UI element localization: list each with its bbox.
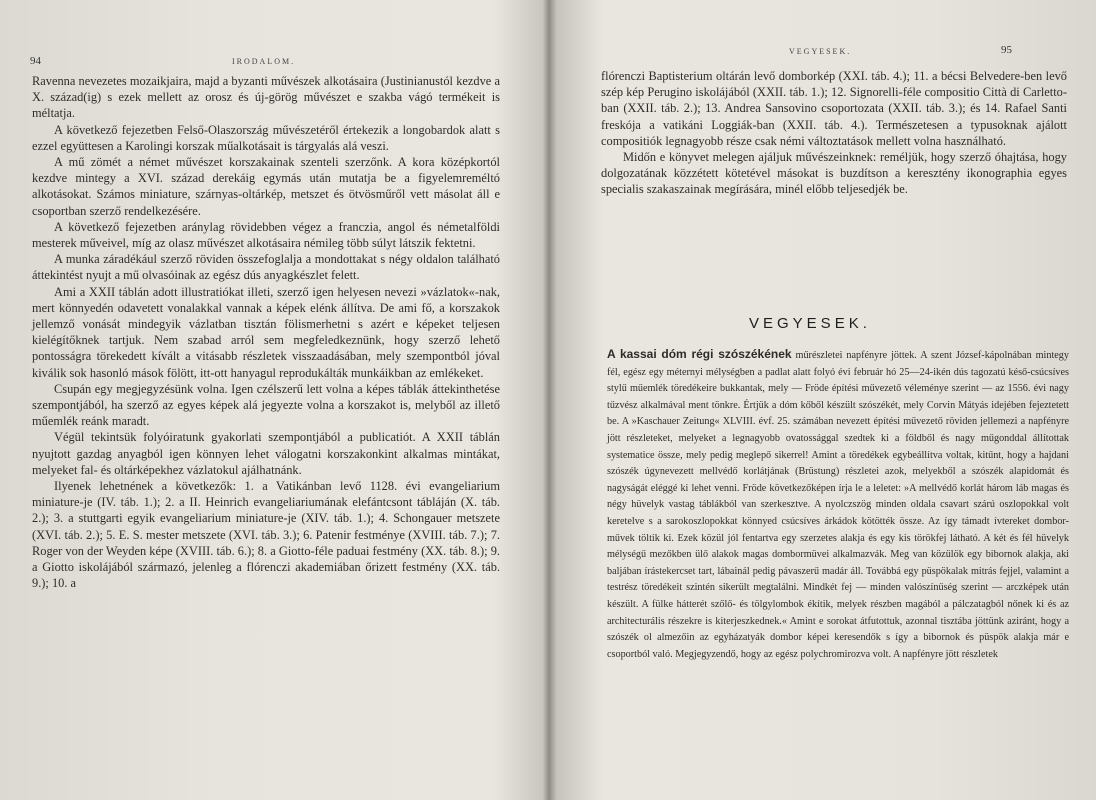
paragraph: Midőn e könyvet melegen ajáljuk művészeinknek: reméljük, hogy szerző óhajtása, hogy dolgozatának közzétett kötetével másokat is buzdítson a keresztény ikonographia egyes specialis szakaszainak megírására, minél előbb teljesedjék be. bbox=[601, 150, 1067, 197]
paragraph: A mű zömét a német művészet korszakainak szenteli szerzőnk. A kora középkortól kezdve mintegy a XVI. század derekáig egymás után mutatja be a figyelemreméltó alkotásokat. Számos miniature, szárnyas-oltárkép, metszet és ötvösműről vett másolat áll e csoportban szerző rendelkezésére. bbox=[32, 155, 500, 218]
right-page bbox=[549, 0, 1096, 800]
section-title: VEGYESEK. bbox=[749, 315, 871, 332]
paragraph: Végül tekintsük folyóiratunk gyakorlati szempontjából a publicatiót. A XXII táblán nyujtott gazdag anyagból igen könnyen lehet válogatni korszakonkint alkalmas mintákat, melyeket fal- és oltárképekhez vázlatokul ajálhatnánk. bbox=[32, 430, 500, 477]
paragraph: A következő fejezetben aránylag rövidebben végez a franczia, angol és németalföldi mesterek műveivel, míg az olasz művészet alkotásaira némileg több súlyt látszik fektetni. bbox=[32, 219, 500, 251]
running-head-left: IRODALOM. bbox=[232, 57, 296, 66]
article-paragraph bbox=[607, 346, 1069, 663]
paragraph: Csupán egy megjegyzésünk volna. Igen czélszerű lett volna a képes táblák áttekinthetése szempontjából, ha szerző az egyes képek alá jegyezte volna a korszakot is, melyből az illető műemlék reánk maradt. bbox=[32, 381, 500, 429]
page-number-right: 95 bbox=[1001, 44, 1012, 56]
article-heading: A kassai dóm régi szószékének bbox=[607, 347, 792, 361]
article-body bbox=[607, 346, 1069, 663]
article-text: műrészletei napfényre jöttek. A szent József-kápolnában mintegy fél, egész egy méternyi mélységben a padlat alatt folyó évi február hó 25—24-ikén dús tagozatú késő-csúcsíves stylű műemlék töredékeire bukkantak, mely — Fröde építési művezető véleménye szerint — az 1556. évi nagy tűzvész alkalmával ment tönkre. Értjük a dóm kőből készült szószékét, mely Corvin Mátyás idejében fejeztetett be. A »Kaschauer Zeitung« XLVIII. évf. 25. számában nevezett építési művezető röviden jellemezi a napfényre jött részleteket, melyeket a legnagyobb ovatossággal szedtek ki a földből és nagy műgonddal állítottak systematice össze, mely pedig meglepő sikerrel! Amint a töredékek egybeállítva voltak, kitűnt, hogy a hajdani szószék úgynevezett mellvédő korlátjának (Brüstung) részletei azok, melyekből a szószék alapidomát és nagyságát eléggé ki lehet venni. Fröde következőképen írja le a leletet: »A mellvédő korlát három láb magas és négy hüvelyk vastag táblákból van szerkesztve. A nyolczszög minden oldala csavart szárú oszlopokkal volt keretelve s a sarokoszlopokkat könnyed csúcsíves árkádok kötötték össze. Az így támadt ívtereket dombor-művek töltik ki. Ezek közül jól fentartva egy szerzetes alakja és egy kis törökfej látható. A két és fél hüvelyk mélységű mezőkben ülő alakok magas dombormüvei alkalmazvák. Meg van közülök egy bibornok alakja, aki baljában írástekercset tart, lábainál pedig pávaszerű madár áll. Továbbá egy püspökalak mitrás fejjel, valamint a testrész töredékeit szintén sikerült megtalálni. Mindkét fej — minden valószínűség szerint — arczképek után készült. A fülke hátterét szőlő- és tölgylombok ékítik, melyek részben magából a pálczatagból nőnek ki és az architecturális részekre is kiterjeszkednek.« Amint e sorokat átfutottuk, azonnal tisztába jöttünk aziránt, hogy a szószék ol almezőin az egyházatyák dombor képei keresendők s így a bibornok és püspök alakja már e csoportból való. Megjegyzendő, hogy az egész polychromirozva volt. A napfényre jött részletek bbox=[607, 350, 1069, 660]
paragraph: A munka záradékául szerző röviden összefoglalja a mondottakat s négy oldalon található áttekintést nyujt a mű olvasóinak az egész dús anyagkészlet felett. bbox=[32, 252, 500, 283]
paragraph: Ravenna nevezetes mozaikjaira, majd a byzanti művészek alkotásaira (Justinianustól kezdve a X. század(ig) s ezek mellett az orosz és új-görög művészet e szakba vágó termékeit is méltatja. bbox=[32, 74, 500, 121]
paragraph: Ilyenek lehetnének a következők: 1. a Vatikánban levő 1128. évi evangeliarium miniature-je (IV. táb. 1.); 2. a II. Heinrich evangeliariumának elefántcsont tábláján (X. táb. 2.); 3. a stuttgarti egyik evangeliarium miniature-je (XIV. táb. 1.); 4. Schongauer metszete (XVI. táb. 2.); 5. E. S. mester metszete (XVI. táb. 3.); 6. Patenir festménye (XVIII. táb. 7.); 7. Roger von der Weyden képe (XVIII. táb. 6.); 8. a Giotto-féle paduai festmény (XX. táb. 8.); 9. a Giotto iskolájából származó, jelenleg a flórenczi akademiában őrizett festmény (XX. táb. 9.); 10. a bbox=[32, 479, 500, 591]
left-page-body bbox=[32, 73, 500, 592]
page-number-left: 94 bbox=[30, 55, 41, 67]
paragraph: Ami a XXII táblán adott illustratiókat illeti, szerző igen helyesen nevezi »vázlatok«-nak, mert könnyedén odavetett vonalakkal vannak a képek elénk állítva. De ami fő, a korszakok jellemző vonását mindegyik vázlatban tisztán fölismerhetni s azért e képeket teljesen kielégítőknek tartjuk. Nem szabad arról sem megfeledkeznünk, hogy szerző lehető pontosságra törekedett kívált a vitásabb részletek visszaadásában, mely szempontból jóval kiválik sok hasonló mások fölött, itt-ott hanyagul reprodukálták munkáikban az emlékeket. bbox=[32, 284, 500, 380]
running-head-right: VEGYESEK. bbox=[789, 47, 852, 56]
paragraph: flórenczi Baptisterium oltárán levő domborkép (XXI. táb. 4.); 11. a bécsi Belvedere-ben levő szép kép Perugino iskolájából (XXII. táb. 1.); 12. Signorelli-féle compositio Città di Carletto-ban (XXII. táb. 2.); 13. Andrea Sansovino csoportozata (XXII. táb. 3.); és 14. Rafael Santi freskója a vatikáni Loggiák-ban (XXII. táb. 4.). Természetesen a typusoknak ajálott compositiók legnagyobb része csak némi változtatások mellett volna használható. bbox=[601, 69, 1067, 148]
right-page-body bbox=[601, 68, 1067, 198]
paragraph: A következő fejezetben Felső-Olaszország művészetéről értekezik a longobardok alatt s ezzel együttesen a Karolingi korszak műalkotásait is tárgyalás alá veszi. bbox=[32, 122, 500, 153]
